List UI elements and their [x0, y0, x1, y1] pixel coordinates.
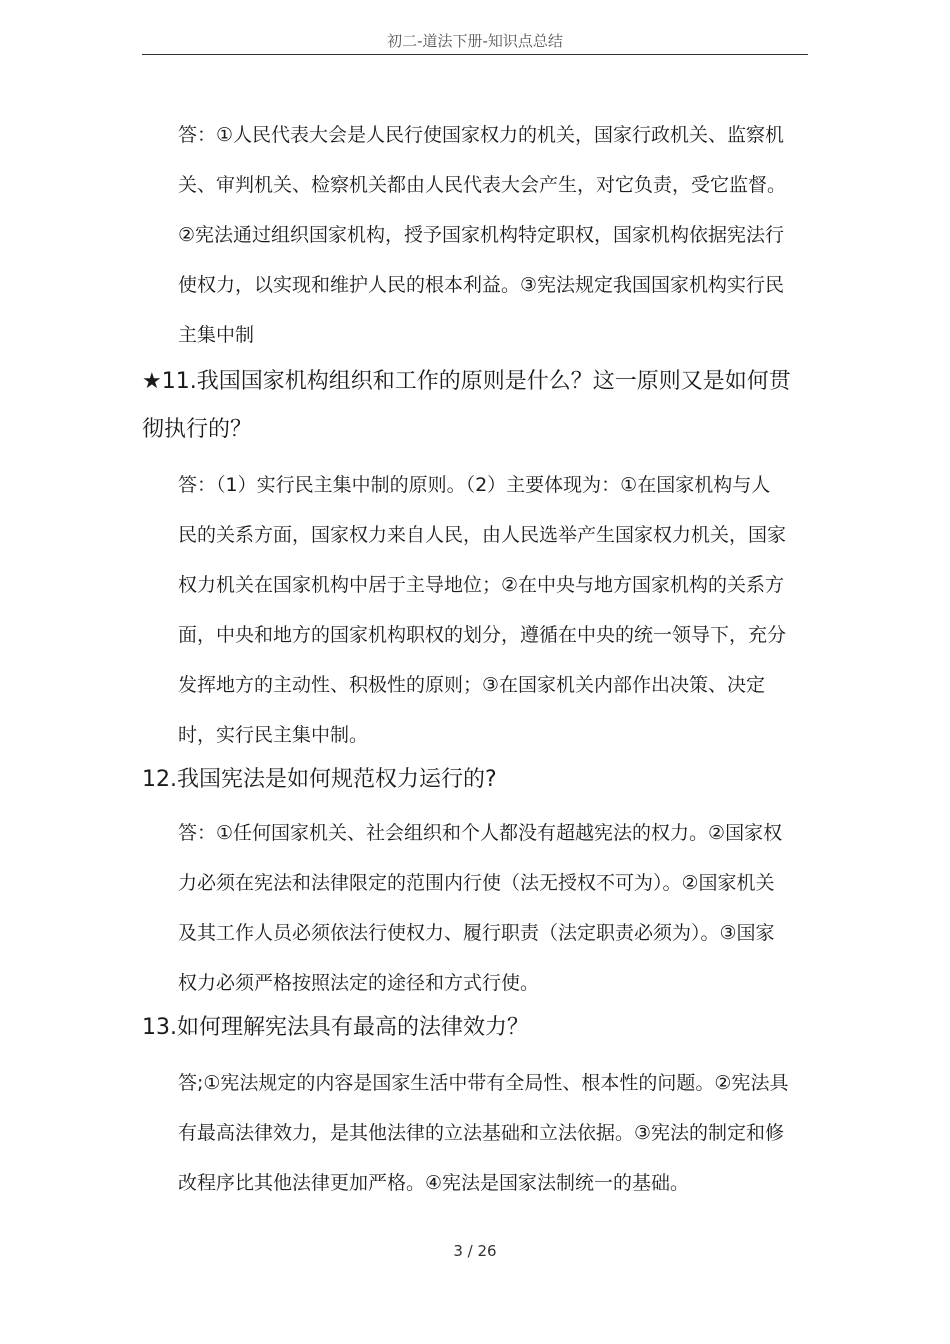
- page-header: 初二-道法下册-知识点总结: [387, 32, 563, 50]
- question-line: 13.如何理解宪法具有最高的法律效力？: [142, 1015, 529, 1040]
- question-11: [142, 358, 808, 454]
- answer-line: 答：①任何国家机关、社会组织和个人都没有超越宪法的权力。②国家权: [178, 822, 783, 844]
- question-12: [142, 756, 808, 804]
- answer-line: 使权力，以实现和维护人民的根本利益。③宪法规定我国国家机构实行民: [178, 274, 785, 296]
- answer-12: [178, 808, 808, 1008]
- answer-line: 发挥地方的主动性、积极性的原则；③在国家机关内部作出决策、决定: [178, 674, 766, 696]
- answer-line: 民的关系方面，国家权力来自人民，由人民选举产生国家权力机关，国家: [178, 524, 787, 546]
- answer-line: 关、审判机关、检察机关都由人民代表大会产生，对它负责，受它监督。: [178, 174, 787, 196]
- question-line: 彻执行的？: [142, 417, 253, 442]
- answer-line: 权力机关在国家机构中居于主导地位；②在中央与地方国家机构的关系方: [178, 574, 785, 596]
- answer-13: [178, 1058, 808, 1208]
- answer-10: [178, 110, 808, 360]
- answer-line: 面，中央和地方的国家机构职权的划分，遵循在中央的统一领导下，充分: [178, 624, 787, 646]
- answer-line: 权力必须严格按照法定的途径和方式行使。: [178, 972, 540, 994]
- question-line: ★11.我国国家机构组织和工作的原则是什么？这一原则又是如何贯: [142, 369, 791, 394]
- answer-line: ②宪法通过组织国家机构，授予国家机构特定职权，国家机构依据宪法行: [178, 224, 785, 246]
- page-number: 3 / 26: [453, 1242, 497, 1260]
- answer-line: 有最高法律效力，是其他法律的立法基础和立法依据。③宪法的制定和修: [178, 1122, 785, 1144]
- answer-line: 及其工作人员必须依法行使权力、履行职责（法定职责必须为）。③国家: [178, 922, 775, 944]
- answer-line: 改程序比其他法律更加严格。④宪法是国家法制统一的基础。: [178, 1172, 690, 1194]
- question-13: [142, 1004, 808, 1052]
- answer-11: [178, 460, 808, 760]
- answer-line: 力必须在宪法和法律限定的范围内行使（法无授权不可为）。②国家机关: [178, 872, 775, 894]
- answer-line: 时，实行民主集中制。: [178, 724, 369, 746]
- question-line: 12.我国宪法是如何规范权力运行的?: [142, 767, 497, 792]
- answer-line: 答：（1）实行民主集中制的原则。（2）主要体现为：①在国家机构与人: [178, 474, 771, 496]
- header-divider: [142, 54, 808, 55]
- answer-line: 主集中制: [178, 324, 255, 346]
- answer-line: 答：①人民代表大会是人民行使国家权力的机关，国家行政机关、监察机: [178, 124, 785, 146]
- answer-line: 答;①宪法规定的内容是国家生活中带有全局性、根本性的问题。②宪法具: [178, 1072, 789, 1094]
